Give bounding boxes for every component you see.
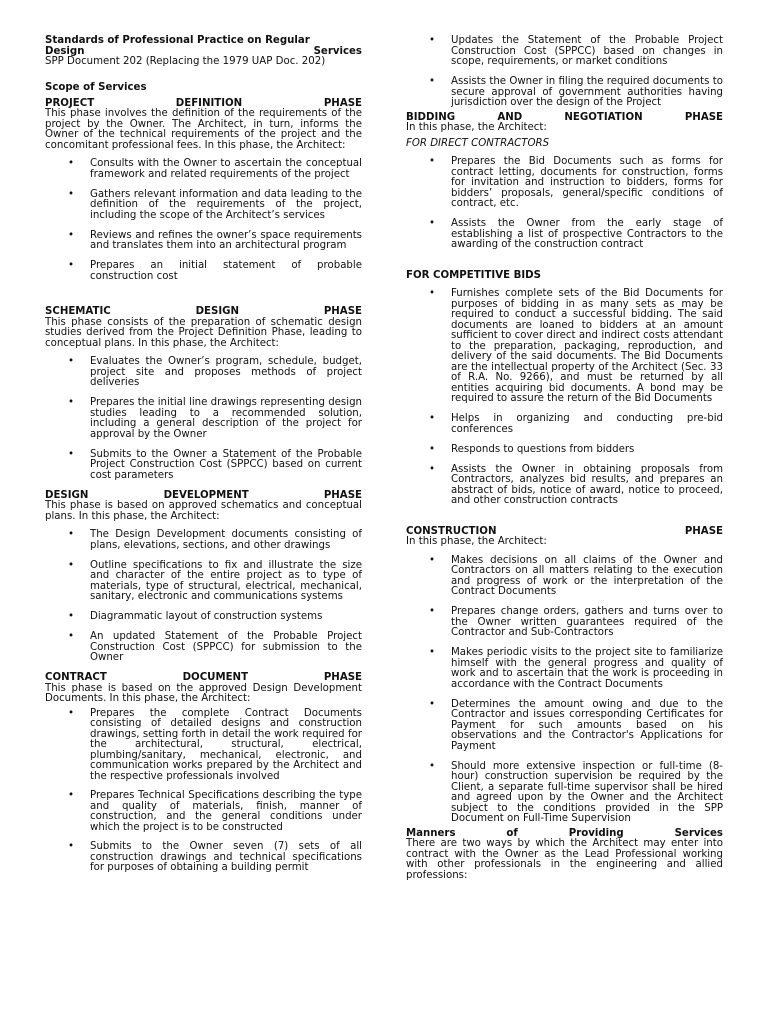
list-item: • Reviews and refines the owner’s space requirements and translates them into an architectural program [68, 229, 362, 251]
list-item: • Prepares the initial line drawings representing design studies leading to a recommended solution, including a general description of the project for approval by the Owner [68, 397, 362, 440]
list-item: • Prepares the complete Contract Documents consisting of detailed designs and construction drawings, setting forth in detail the work required for the architectural, structural, electrical, plumbing/sanitary, mechanical, electronic, and communication works prepared by the Architect and the respective professionals involved [68, 707, 362, 782]
list-item: • Should more extensive inspection or full-time (8-hour) construction supervision be required by the Client, a separate full-time supervisor shall be hired and agreed upon by the Owner and the Architect subject to the conditions provided in the SPP Document on Full-Time Supervision [429, 760, 723, 824]
title-line-2: Design Services [45, 45, 362, 57]
list-item: • Determines the amount owing and due to the Contractor and issues corresponding Certificates for Payment for such amounts based on his observations and the Contractor's Applications for Payment [429, 698, 723, 752]
document-title [45, 36, 362, 57]
direct-contractors-label: FOR DIRECT CONTRACTORS [406, 137, 550, 149]
scope-heading: Scope of Services [45, 82, 147, 93]
ddp-list [45, 530, 362, 664]
cdp-list [45, 709, 362, 874]
right-column [406, 36, 723, 881]
list-item: • Responds to questions from bidders [429, 443, 635, 455]
list-item: • Helps in organizing and conducting pre-bid conferences [429, 413, 723, 435]
list-item: • The Design Development documents consisting of plans, elevations, sections, and other drawings [68, 529, 362, 551]
sdp-list [45, 357, 362, 481]
list-item: • Furnishes complete sets of the Bid Documents for purposes of bidding in as many sets as may be required to conduct a successful bidding. The said documents are loaned to bidders at an amount sufficient to cover direct and indirect costs attendant to the preparation, packaging, reproduction, and delivery of the said documents. The Bid Documents are the intellectual property of the Architect (Sec. 33 of R.A. No. 9266), and must be returned by all entities acquiring bid documents. A bond may be required to assure the return of the Bid Documents [429, 288, 723, 404]
cdp-heading: CONTRACT DOCUMENT PHASE [45, 672, 363, 683]
manners-heading: Manners of Providing Services [406, 827, 723, 839]
document-subtitle: SPP Document 202 (Replacing the 1979 UAP Doc. 202) [45, 56, 326, 67]
list-item: • Prepares change orders, gathers and turns over to the Owner written guarantees required of the Contractor and Sub-Contractors [429, 606, 723, 638]
ddp-heading: DESIGN DEVELOPMENT PHASE [45, 489, 362, 501]
cdp-continued-list [406, 36, 723, 109]
sdp-intro: This phase consists of the preparation of schematic design studies derived from the Project Definition Phase, leading to conceptual plans. In this phase, the Architect: [45, 316, 362, 349]
manners-text: There are two ways by which the Architect may enter into contract with the Owner as the Lead Professional working with other professionals in the engineering and allied professions: [406, 838, 723, 881]
list-item: • Assists the Owner from the early stage of establishing a list of prospective Contractors to the awarding of the construction contract [429, 218, 723, 250]
list-item: • Prepares the Bid Documents such as forms for contract letting, documents for construction, forms for invitation and instruction to bidders, forms for bidders’ proposals, general/specific conditions of contract, etc. [429, 156, 723, 209]
pdp-heading: PROJECT DEFINITION PHASE [45, 97, 363, 109]
competitive-bids-list [406, 289, 723, 507]
title-line-1: Standards of Professional Practice on Regular [45, 35, 310, 46]
left-column [45, 36, 362, 883]
list-item: • An updated Statement of the Probable Project Construction Cost (SPPCC) for submission to the Owner [68, 631, 362, 663]
bnp-heading: BIDDING AND NEGOTIATION PHASE [406, 111, 724, 123]
list-item: • Submits to the Owner a Statement of the Probable Project Construction Cost (SPPCC) based on current cost parameters [68, 448, 362, 481]
list-item: • Gathers relevant information and data leading to the definition of the requirements of the project, including the scope of the Architect’s services [68, 188, 362, 221]
list-item: • Outline specifications to fix and illustrate the size and character of the entire project as to type of materials, type of structural, electrical, mechanical, sanitary, electronic and communications systems [68, 559, 362, 602]
cp-heading: CONSTRUCTION PHASE [406, 525, 723, 537]
cp-list [406, 556, 723, 825]
list-item: • Prepares Technical Specifications describing the type and quality of materials, finish, manner of construction, and the general conditions under which the project is to be constructed [68, 790, 362, 833]
list-item: • Assists the Owner in obtaining proposals from Contractors, analyzes bid results, and prepares an abstract of bids, notice of award, notice to proceed, and other construction contracts [429, 463, 723, 506]
list-item: • Evaluates the Owner’s program, schedule, budget, project site and proposes methods of project deliveries [68, 356, 362, 388]
list-item: • Makes periodic visits to the project site to familiarize himself with the general progress and quality of work and to ascertain that the work is proceeding in accordance with the Contract Documents [429, 647, 723, 690]
list-item: • Diagrammatic layout of construction systems [68, 611, 323, 622]
pdp-list [45, 159, 362, 282]
competitive-bids-label: FOR COMPETITIVE BIDS [406, 269, 541, 281]
list-item: • Makes decisions on all claims of the Owner and Contractors on all matters relating to the execution and progress of work or the interpretation of the Contract Documents [429, 554, 723, 597]
sdp-heading: SCHEMATIC DESIGN PHASE [45, 306, 362, 317]
bnp-intro: In this phase, the Architect: [406, 122, 547, 133]
direct-contractors-list [406, 157, 723, 251]
list-item: • Assists the Owner in filing the required documents to secure approval of government authorities having jurisdiction over the design of the Project [429, 76, 723, 108]
list-item: • Updates the Statement of the Probable Project Construction Cost (SPPCC) based on changes in scope, requirements, or market conditions [429, 35, 723, 67]
list-item: • Consults with the Owner to ascertain the conceptual framework and related requirements of the project [68, 158, 362, 180]
cdp-intro: This phase is based on the approved Design Development Documents. In this phase, the Architect: [45, 682, 362, 704]
ddp-intro: This phase is based on approved schematics and conceptual plans. In this phase, the Architect: [45, 500, 362, 522]
list-item: • Prepares an initial statement of probable construction cost [68, 260, 362, 282]
cp-intro: In this phase, the Architect: [406, 536, 547, 547]
pdp-intro: This phase involves the definition of the requirements of the project by the Owner. The Architect, in turn, informs the Owner of the technical requirements of the project and the concomitant professional fees. In this phase, the Architect: [45, 108, 362, 151]
list-item: • Submits to the Owner seven (7) sets of all construction drawings and technical specifications for purposes of obtaining a building permit [68, 841, 362, 873]
